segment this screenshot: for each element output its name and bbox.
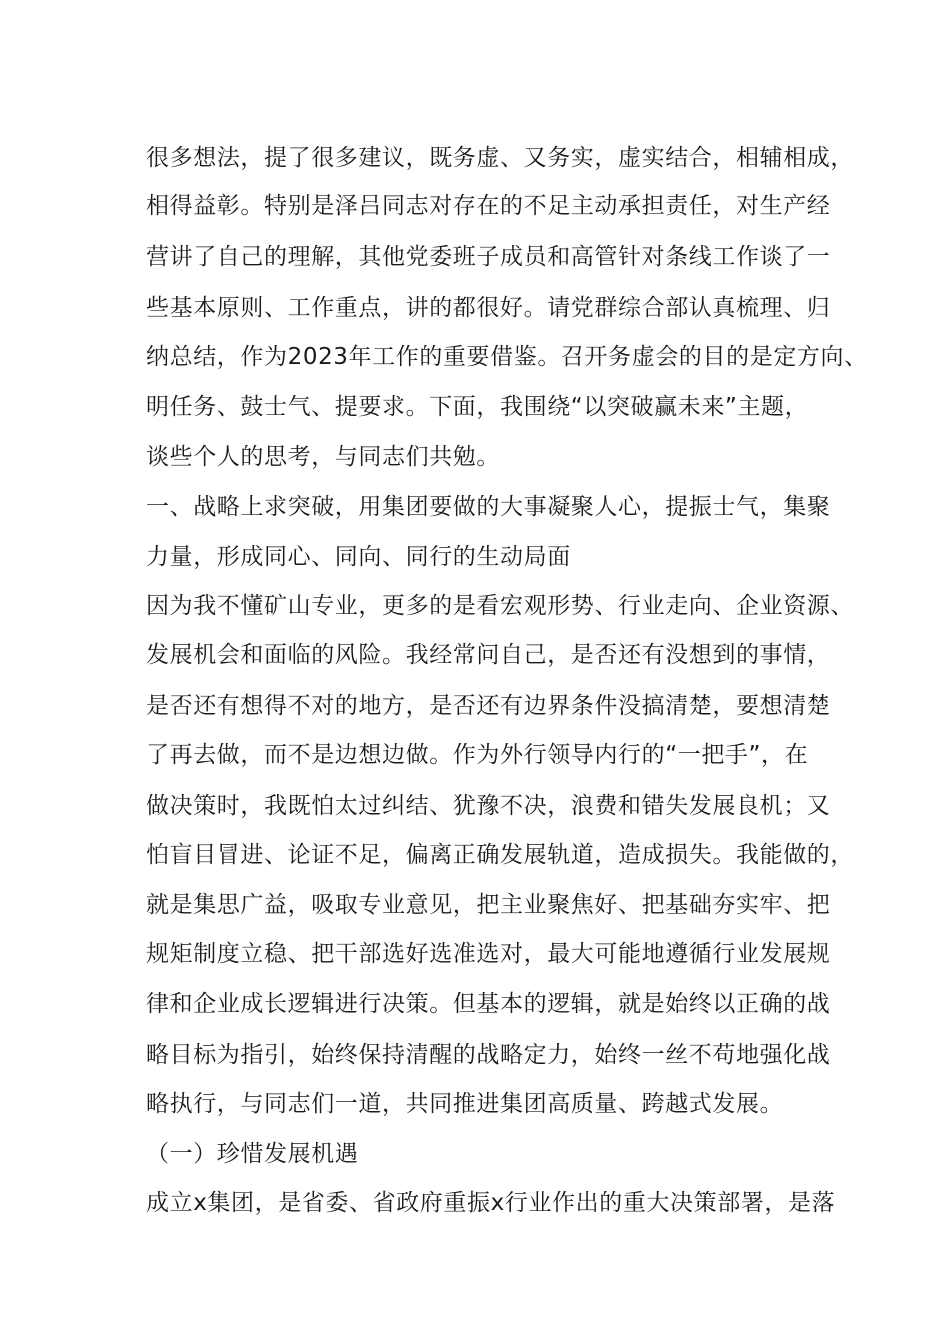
section-heading: 力量，形成同心、同向、同行的生动局面 [146,544,571,570]
text-line: 因为我不懂矿山专业，更多的是看宏观形势、行业走向、企业资源、 [146,593,854,619]
text-line: 营讲了自己的理解，其他党委班子成员和高管针对条线工作谈了一 [146,244,831,270]
text-line: 明任务、鼓士气、提要求。下面，我围绕“以突破赢未来”主题， [146,394,809,420]
text-line: 成立x集团，是省委、省政府重振x行业作出的重大决策部署，是落 [146,1190,836,1216]
text-line: 怕盲目冒进、论证不足，偏离正确发展轨道，造成损失。我能做的， [146,842,854,868]
text-line: 略目标为指引，始终保持清醒的战略定力，始终一丝不苟地强化战 [146,1042,831,1068]
text-line: 些基本原则、工作重点，讲的都很好。请党群综合部认真梳理、归 [146,295,831,321]
text-line: 规矩制度立稳、把干部选好选准选对，最大可能地遵循行业发展规 [146,941,831,967]
section-heading: 一、战略上求突破，用集团要做的大事凝聚人心，提振士气，集聚 [146,494,831,520]
text-line: 律和企业成长逻辑进行决策。但基本的逻辑，就是始终以正确的战 [146,991,831,1017]
text-line: 了再去做，而不是边想边做。作为外行领导内行的“一把手”，在 [146,742,809,768]
text-line: 纳总结，作为2023年工作的重要借鉴。召开务虚会的目的是定方向、 [146,344,868,370]
text-line: 谈些个人的思考，与同志们共勉。 [146,444,500,470]
text-line: 是否还有想得不对的地方，是否还有边界条件没搞清楚，要想清楚 [146,693,831,719]
text-line: 发展机会和面临的风险。我经常问自己，是否还有没想到的事情， [146,642,831,668]
subsection-heading: （一）珍惜发展机遇 [146,1141,359,1167]
text-line: 相得益彰。特别是泽吕同志对存在的不足主动承担责任，对生产经 [146,193,831,219]
text-line: 很多想法，提了很多建议，既务虚、又务实，虚实结合，相辅相成， [146,145,854,171]
text-line: 做决策时，我既怕太过纠结、犹豫不决，浪费和错失发展良机；又 [146,793,831,819]
text-line: 就是集思广益，吸取专业意见，把主业聚焦好、把基础夯实牢、把 [146,892,831,918]
text-line: 略执行，与同志们一道，共同推进集团高质量、跨越式发展。 [146,1091,784,1117]
